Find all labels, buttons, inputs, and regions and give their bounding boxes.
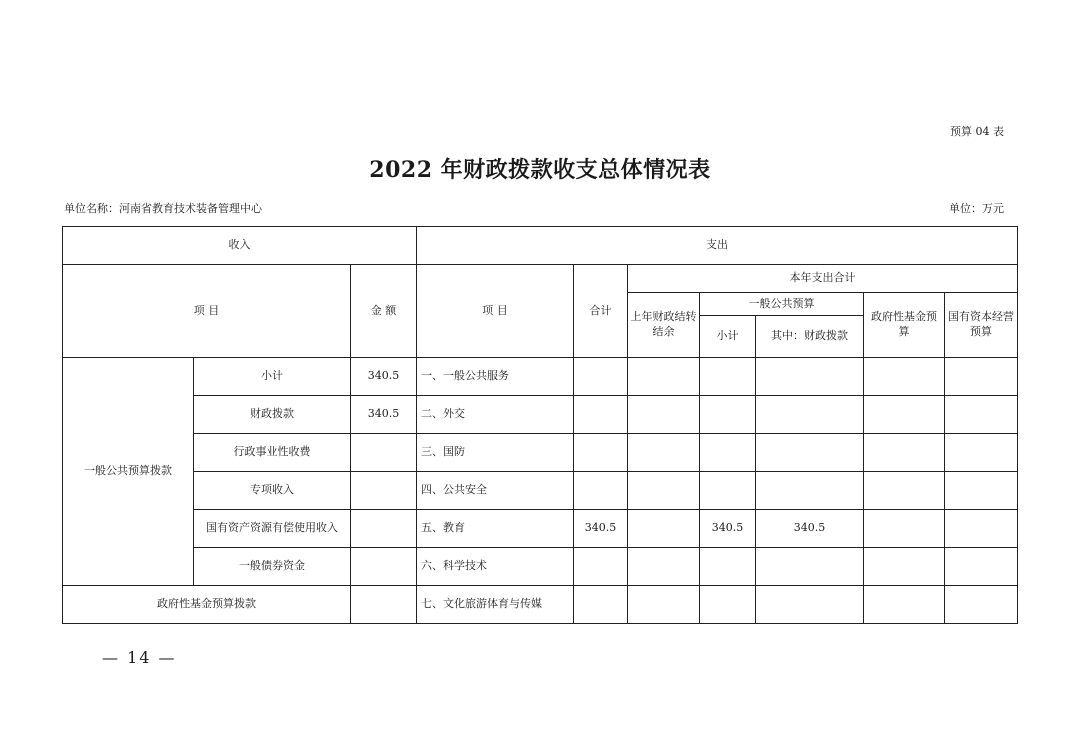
- state-capital-cell: [945, 434, 1018, 472]
- annual-total-header: 本年支出合计: [628, 265, 1018, 293]
- state-capital-cell: [945, 586, 1018, 624]
- state-capital-cell: [945, 358, 1018, 396]
- expense-item-header: 项 目: [417, 265, 574, 358]
- amount-cell: [351, 586, 417, 624]
- expense-item: 七、文化旅游体育与传媒: [417, 586, 574, 624]
- total-header: 合计: [574, 265, 628, 358]
- total-cell: [574, 472, 628, 510]
- table-row: [63, 548, 1018, 586]
- gov-fund-cell: [864, 586, 945, 624]
- subtotal-cell: [700, 548, 756, 586]
- income-item: 一般债券资金: [194, 548, 351, 586]
- table-row: [63, 434, 1018, 472]
- general-budget-header: 一般公共预算: [700, 293, 864, 316]
- prior-cell: [628, 586, 700, 624]
- form-code: 预算 04 表: [950, 125, 1004, 138]
- income-item-header: 项 目: [63, 265, 351, 358]
- table-row: [63, 586, 1018, 624]
- subtotal-header: 小计: [700, 316, 756, 358]
- fiscal-cell: [756, 548, 864, 586]
- income-item: 国有资产资源有偿使用收入: [194, 510, 351, 548]
- state-capital-cell: [945, 510, 1018, 548]
- fiscal-cell: [756, 586, 864, 624]
- budget-table: [62, 226, 1018, 624]
- expense-item: 三、国防: [417, 434, 574, 472]
- state-capital-cell: [945, 472, 1018, 510]
- state-capital-cell: [945, 548, 1018, 586]
- income-item: 行政事业性收费: [194, 434, 351, 472]
- fiscal-cell: [756, 472, 864, 510]
- unit-name: 单位名称：河南省教育技术装备管理中心: [64, 202, 262, 215]
- fiscal-cell: 340.5: [756, 510, 864, 548]
- income-row-gov-fund: 政府性基金预算拨款: [63, 586, 351, 624]
- amount-cell: [351, 472, 417, 510]
- expense-item: 四、公共安全: [417, 472, 574, 510]
- gov-fund-cell: [864, 472, 945, 510]
- table-row: [63, 396, 1018, 434]
- expense-header: 支出: [417, 227, 1018, 265]
- amount-cell: [351, 510, 417, 548]
- prior-carryover-header: 上年财政结转结余: [628, 293, 700, 358]
- prior-cell: [628, 548, 700, 586]
- total-cell: [574, 434, 628, 472]
- gov-fund-cell: [864, 396, 945, 434]
- prior-cell: [628, 434, 700, 472]
- amount-cell: [351, 434, 417, 472]
- income-item: 小计: [194, 358, 351, 396]
- prior-cell: [628, 510, 700, 548]
- expense-item: 五、教育: [417, 510, 574, 548]
- total-cell: [574, 586, 628, 624]
- subtotal-cell: [700, 396, 756, 434]
- total-cell: 340.5: [574, 510, 628, 548]
- total-cell: [574, 358, 628, 396]
- amount-header: 金 额: [351, 265, 417, 358]
- income-header: 收入: [63, 227, 417, 265]
- income-item: 专项收入: [194, 472, 351, 510]
- table-row: [63, 358, 1018, 396]
- gov-fund-cell: [864, 510, 945, 548]
- amount-cell: 340.5: [351, 396, 417, 434]
- amount-cell: 340.5: [351, 358, 417, 396]
- table-row: [63, 510, 1018, 548]
- income-item: 财政拨款: [194, 396, 351, 434]
- prior-cell: [628, 472, 700, 510]
- state-capital-budget-header: 国有资本经营预算: [945, 293, 1018, 358]
- expense-item: 一、一般公共服务: [417, 358, 574, 396]
- state-capital-cell: [945, 396, 1018, 434]
- subtotal-cell: [700, 472, 756, 510]
- page-title: 2022 年财政拨款收支总体情况表: [369, 157, 711, 183]
- of-which-fiscal-header: 其中：财政拨款: [756, 316, 864, 358]
- prior-cell: [628, 396, 700, 434]
- total-cell: [574, 396, 628, 434]
- unit-measure: 单位：万元: [949, 202, 1004, 215]
- expense-item: 六、科学技术: [417, 548, 574, 586]
- fiscal-cell: [756, 396, 864, 434]
- prior-cell: [628, 358, 700, 396]
- gov-fund-budget-header: 政府性基金预算: [864, 293, 945, 358]
- income-group-general: 一般公共预算拨款: [63, 358, 194, 586]
- subtotal-cell: [700, 358, 756, 396]
- gov-fund-cell: [864, 358, 945, 396]
- fiscal-cell: [756, 434, 864, 472]
- expense-item: 二、外交: [417, 396, 574, 434]
- amount-cell: [351, 548, 417, 586]
- subtotal-cell: [700, 586, 756, 624]
- gov-fund-cell: [864, 548, 945, 586]
- table-row: [63, 472, 1018, 510]
- total-cell: [574, 548, 628, 586]
- gov-fund-cell: [864, 434, 945, 472]
- subtotal-cell: [700, 434, 756, 472]
- fiscal-cell: [756, 358, 864, 396]
- subtotal-cell: 340.5: [700, 510, 756, 548]
- page-number: — 14 —: [102, 648, 177, 667]
